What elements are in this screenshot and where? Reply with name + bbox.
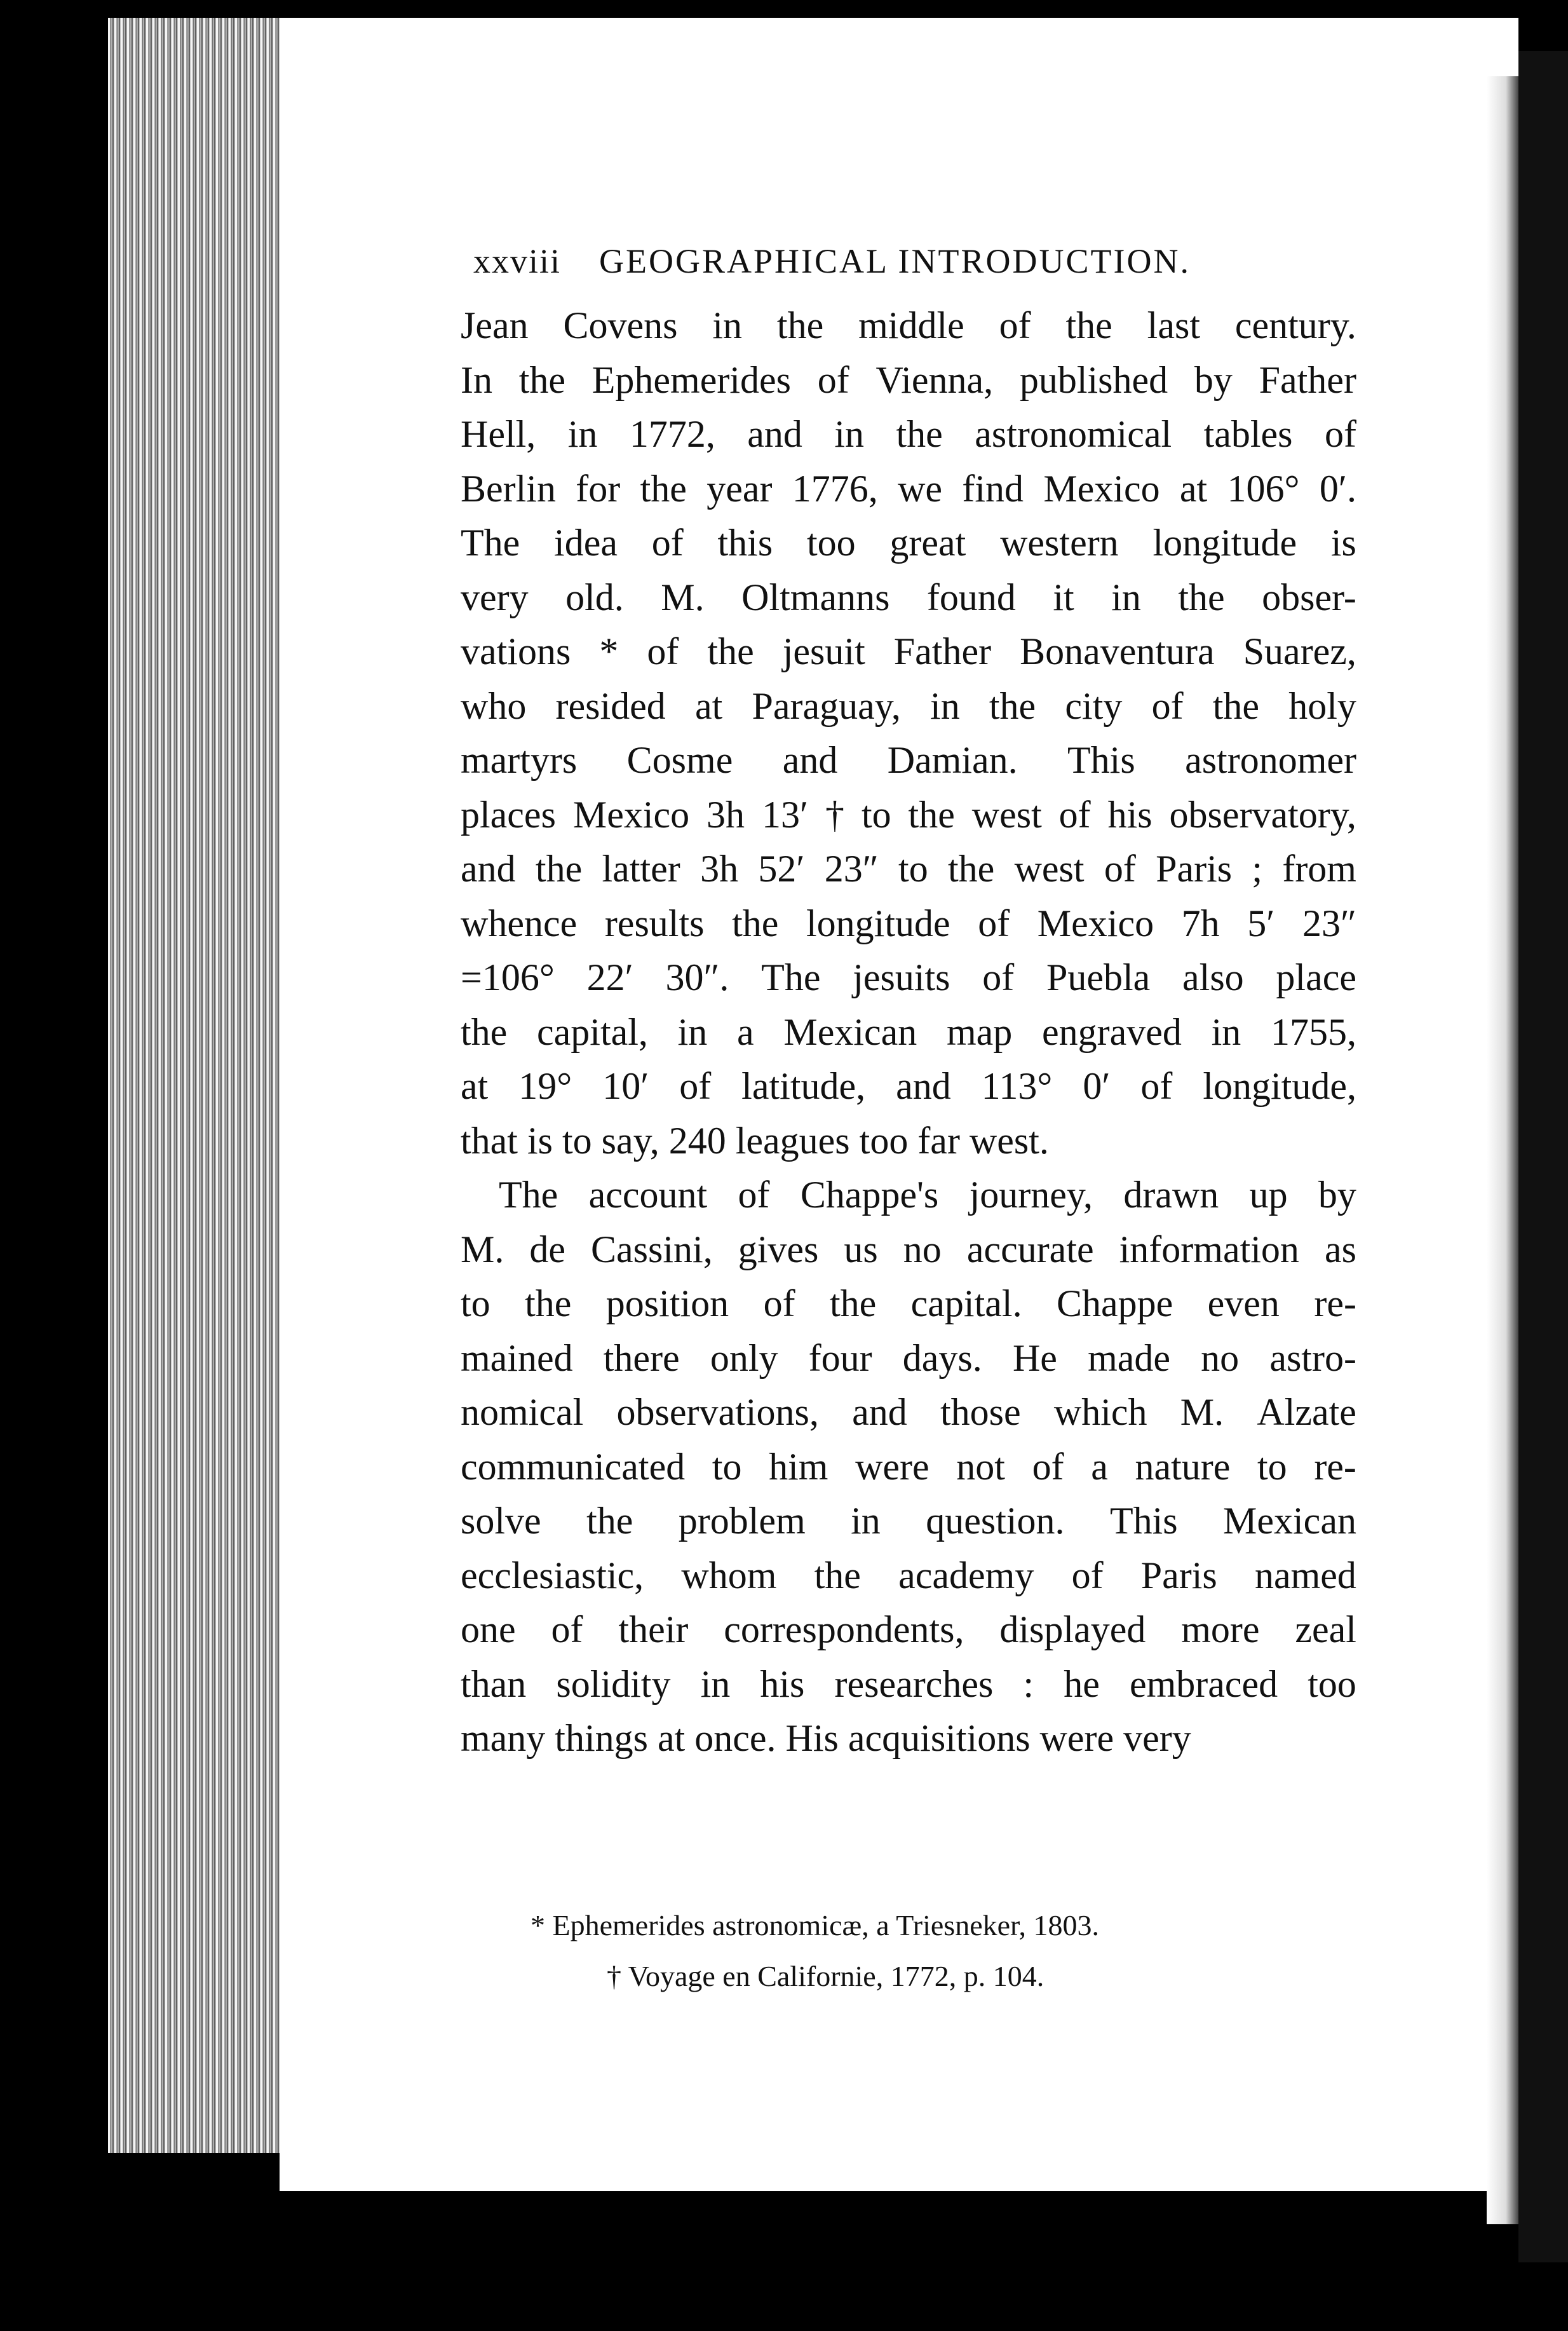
text-line: one of their correspondents, displayed more zeal: [461, 1608, 1356, 1650]
text-line: =106° 22′ 30″. The jesuits of Puebla also place: [461, 956, 1356, 998]
text-line: to the position of the capital. Chappe even re-: [461, 1282, 1356, 1324]
paragraph-2: [461, 1168, 1356, 1766]
text-line: In the Ephemerides of Vienna, published by Father: [461, 358, 1356, 401]
body-paragraphs: [461, 299, 1356, 1766]
text-line: that is to say, 240 leagues too far west.: [461, 1119, 1049, 1162]
footnote-2: † Voyage en Californie, 1772, p. 104.: [607, 1960, 1044, 1992]
text-line: whence results the longitude of Mexico 7h 5′ 23″: [461, 902, 1356, 944]
text-line: ecclesiastic, whom the academy of Paris named: [461, 1554, 1356, 1596]
text-line: and the latter 3h 52′ 23″ to the west of Paris ; from: [461, 848, 1356, 890]
text-line: vations * of the jesuit Father Bonaventura Suarez,: [461, 630, 1356, 672]
scan-border: [1518, 51, 1568, 2262]
text-line: Jean Covens in the middle of the last century.: [461, 304, 1356, 346]
running-title: GEOGRAPHICAL INTRODUCTION.: [599, 242, 1191, 280]
text-line: solve the problem in question. This Mexican: [461, 1500, 1356, 1542]
text-line: mained there only four days. He made no astro-: [461, 1336, 1356, 1379]
text-line: very old. M. Oltmanns found it in the obser-: [461, 576, 1356, 618]
text-line: places Mexico 3h 13′ † to the west of his observatory,: [461, 793, 1356, 836]
page-edge-shadow: [1487, 76, 1518, 2224]
main-text: [461, 241, 1356, 1766]
footnote-1: * Ephemerides astronomicæ, a Triesneker, 1803.: [531, 1909, 1100, 1941]
text-line: nomical observations, and those which M. Alzate: [461, 1391, 1356, 1433]
footnotes: [531, 1900, 1293, 2002]
text-line: communicated to him were not of a nature to re-: [461, 1445, 1356, 1488]
text-line: many things at once. His acquisitions were very: [461, 1717, 1191, 1759]
text-line: The idea of this too great western longitude is: [461, 522, 1356, 564]
text-line: who resided at Paraguay, in the city of the holy: [461, 684, 1356, 727]
text-line: the capital, in a Mexican map engraved in 1755,: [461, 1010, 1356, 1053]
running-head: [473, 241, 1356, 281]
text-line: Berlin for the year 1776, we find Mexico at 106° 0′.: [461, 467, 1356, 510]
text-line: at 19° 10′ of latitude, and 113° 0′ of longitude,: [461, 1065, 1356, 1107]
text-line: martyrs Cosme and Damian. This astronomer: [461, 739, 1356, 781]
text-line: than solidity in his researches : he embraced too: [461, 1662, 1356, 1705]
book-binding: [108, 18, 280, 2153]
text-line: The account of Chappe's journey, drawn up by: [499, 1174, 1356, 1216]
text-line: M. de Cassini, gives us no accurate information as: [461, 1228, 1356, 1270]
paragraph-1: [461, 299, 1356, 1168]
text-line: Hell, in 1772, and in the astronomical tables of: [461, 413, 1356, 455]
page-number: xxviii: [473, 242, 562, 280]
